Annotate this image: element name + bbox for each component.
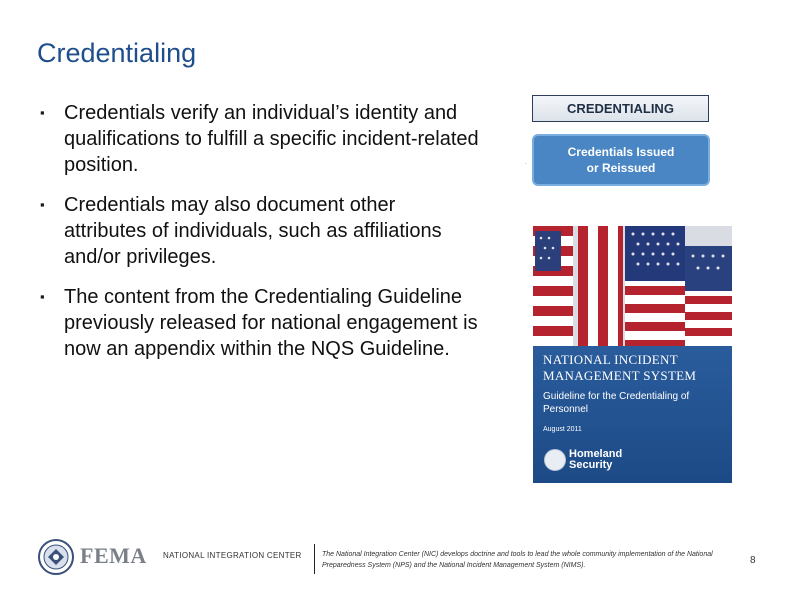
cover-title-panel — [533, 346, 732, 483]
bullet-text: The content from the Credentialing Guideline previously released for national engagement is now an appendix within the NQS Guideline. — [64, 286, 478, 360]
cover-agency: Homeland Security — [569, 448, 623, 471]
stray-dot: . — [525, 160, 527, 166]
bullet-text: Credentials may also document other attributes of individuals, such as affiliations and/or privileges. — [64, 194, 442, 268]
credentials-issued-box — [532, 134, 710, 186]
bullet-item — [37, 284, 482, 362]
fema-logo-text: FEMA — [80, 543, 147, 568]
cover-date: August 2011 — [543, 426, 582, 433]
bullet-item — [37, 192, 482, 270]
flags-image — [533, 226, 732, 346]
bullet-marker: ▪ — [40, 289, 45, 304]
bullet-list — [37, 100, 482, 376]
bullet-marker: ▪ — [40, 197, 45, 212]
credentials-issued-label: Credentials Issued or Reissued — [567, 145, 675, 175]
slide-title: Credentialing — [37, 38, 197, 68]
page-number: 8 — [750, 555, 756, 566]
guideline-cover-image — [533, 226, 732, 483]
bullet-marker: ▪ — [40, 105, 45, 120]
bullet-item — [37, 100, 482, 178]
credentialing-header: CREDENTIALING — [532, 95, 709, 122]
footer-description: The National Integration Center (NIC) develops doctrine and tools to lead the whole community implementation of the National Preparedness System (NPS) and the National Incident Management System (NIMS). — [322, 551, 713, 569]
cover-title: NATIONAL INCIDENT MANAGEMENT SYSTEM — [543, 352, 697, 383]
dhs-seal-icon — [38, 539, 74, 575]
footer-center-name: NATIONAL INTEGRATION CENTER — [163, 551, 302, 560]
bullet-text: Credentials verify an individual’s identity and qualifications to fulfill a specific incident-related position. — [64, 102, 479, 176]
cover-subtitle: Guideline for the Credentialing of Personnel — [543, 391, 690, 415]
dhs-seal-icon — [544, 449, 566, 471]
footer-divider — [314, 544, 315, 574]
